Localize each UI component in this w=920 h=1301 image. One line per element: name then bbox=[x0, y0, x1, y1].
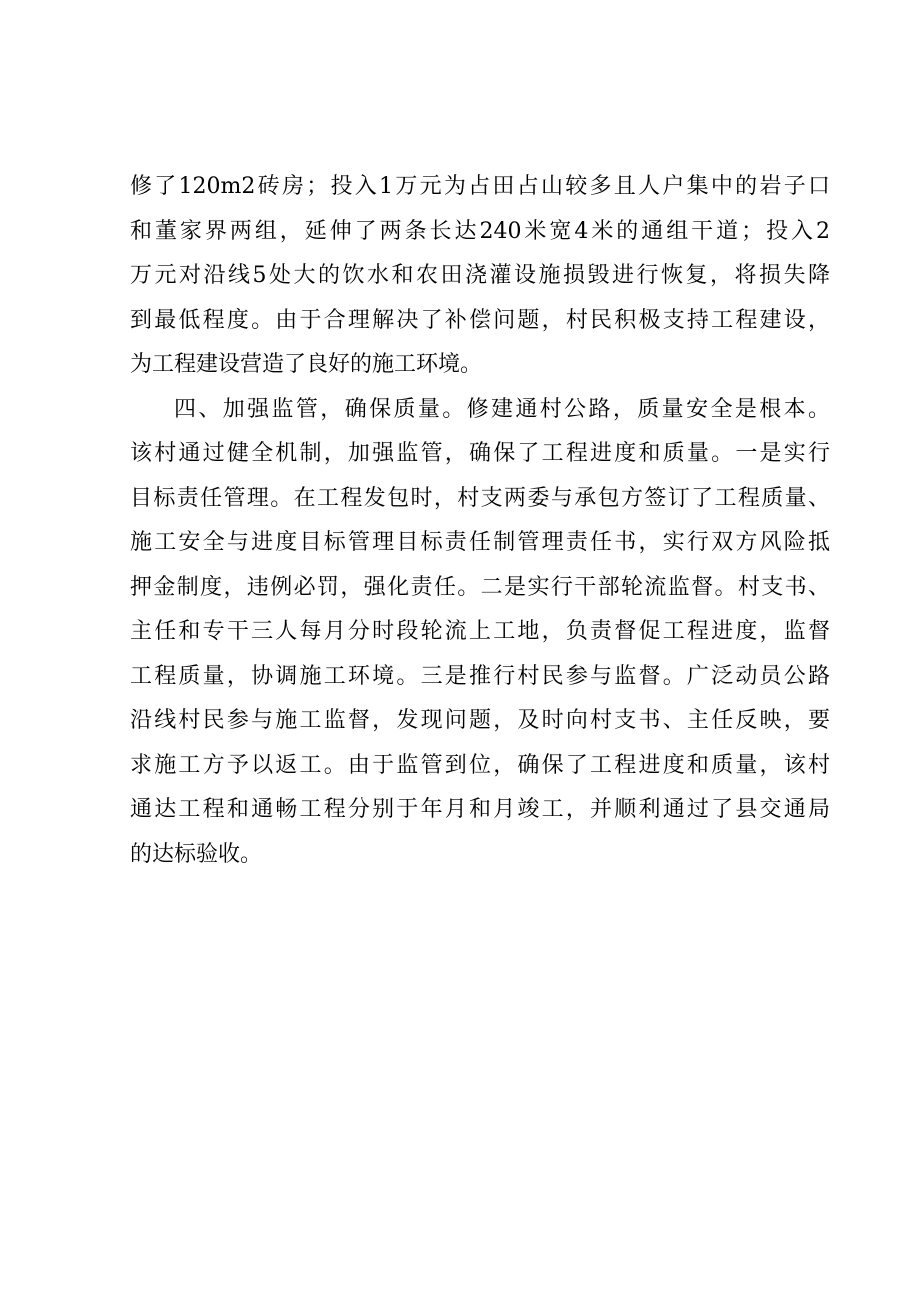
text-line: 目标责任管理。在工程发包时，村支两委与承包方签订了工程质量、 bbox=[130, 485, 830, 511]
text-line: 的达标验收。 bbox=[130, 841, 263, 867]
document-body bbox=[130, 165, 830, 877]
paragraph-continuation bbox=[130, 165, 830, 388]
section-heading-line: 四、加强监管，确保质量。修建通村公路，质量安全是根本。 bbox=[174, 396, 830, 422]
text-line: 为工程建设营造了良好的施工环境。 bbox=[130, 352, 483, 377]
text-line: 求施工方予以返工。由于监管到位，确保了工程进度和质量，该村 bbox=[130, 752, 830, 778]
text-line: 该村通过健全机制，加强监管，确保了工程进度和质量。一是实行 bbox=[130, 441, 830, 466]
text-line: 到最低程度。由于合理解决了补偿问题，村民积极支持工程建设， bbox=[130, 307, 830, 333]
text-line: 和董家界两组，延伸了两条长达240米宽4米的通组干道；投入2 bbox=[130, 218, 830, 244]
text-line: 押金制度，违例必罚，强化责任。二是实行干部轮流监督。村支书、 bbox=[130, 574, 830, 600]
text-line: 通达工程和通畅工程分别于年月和月竣工，并顺利通过了县交通局 bbox=[130, 797, 830, 822]
text-line: 修了120m2砖房；投入1万元为占田占山较多且人户集中的岩子口 bbox=[130, 174, 830, 199]
text-line: 沿线村民参与施工监督，发现问题，及时向村支书、主任反映，要 bbox=[130, 708, 830, 733]
text-line: 工程质量，协调施工环境。三是推行村民参与监督。广泛动员公路 bbox=[130, 663, 830, 689]
text-line: 主任和专干三人每月分时段轮流上工地，负责督促工程进度，监督 bbox=[130, 619, 830, 644]
text-line: 万元对沿线5处大的饮水和农田浇灌设施损毁进行恢复，将损失降 bbox=[130, 263, 830, 288]
paragraph-section-four bbox=[130, 388, 830, 878]
text-line: 施工安全与进度目标管理目标责任制管理责任书，实行双方风险抵 bbox=[130, 530, 830, 555]
